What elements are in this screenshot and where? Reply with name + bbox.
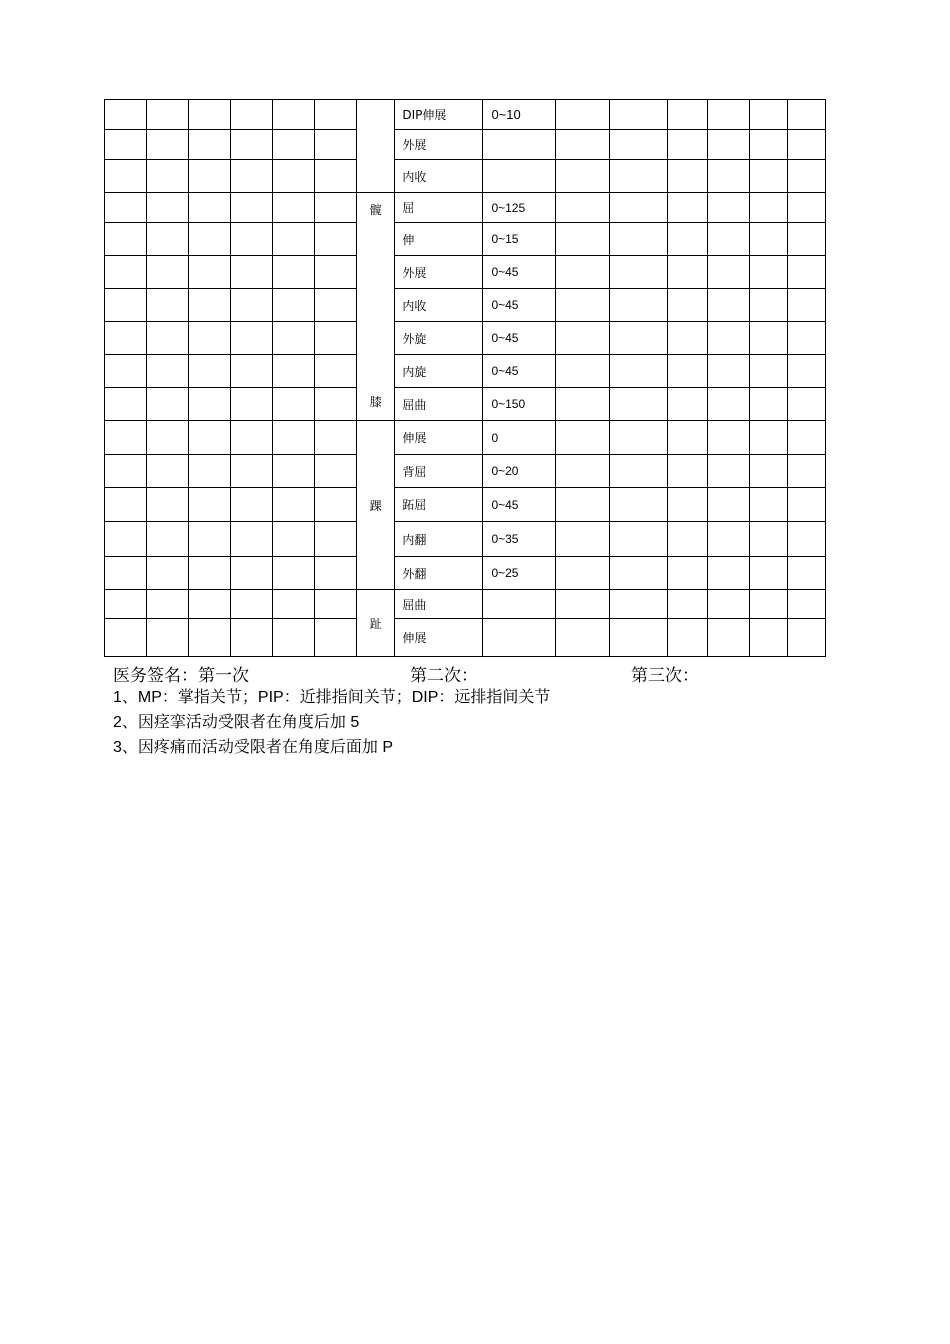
motion-cell: 背屈	[395, 455, 483, 488]
blank-cell	[315, 223, 357, 256]
blank-cell	[231, 322, 273, 355]
blank-cell	[147, 289, 189, 322]
blank-cell	[189, 322, 231, 355]
motion-cell: 屈曲	[395, 590, 483, 619]
measurement-cell	[555, 355, 609, 388]
blank-cell	[273, 557, 315, 590]
normal-range-cell: 0~15	[483, 223, 555, 256]
blank-cell	[105, 100, 147, 130]
blank-cell	[273, 160, 315, 193]
blank-cell	[273, 130, 315, 160]
measurement-cell	[749, 355, 787, 388]
measurement-cell	[787, 256, 825, 289]
measurement-cell	[667, 322, 707, 355]
measurement-cell	[667, 100, 707, 130]
measurement-cell	[609, 557, 667, 590]
blank-cell	[315, 522, 357, 557]
blank-cell	[231, 488, 273, 522]
blank-cell	[315, 590, 357, 619]
normal-range-cell	[483, 160, 555, 193]
measurement-cell	[609, 619, 667, 657]
measurement-cell	[707, 421, 749, 455]
measurement-cell	[749, 557, 787, 590]
blank-cell	[231, 160, 273, 193]
measurement-cell	[707, 100, 749, 130]
measurement-cell	[555, 455, 609, 488]
blank-cell	[273, 619, 315, 657]
normal-range-cell: 0~45	[483, 289, 555, 322]
motion-cell: 伸展	[395, 421, 483, 455]
blank-cell	[105, 256, 147, 289]
measurement-cell	[749, 590, 787, 619]
measurement-cell	[609, 289, 667, 322]
motion-cell: 伸	[395, 223, 483, 256]
measurement-cell	[707, 223, 749, 256]
blank-cell	[315, 557, 357, 590]
normal-range-cell: 0~45	[483, 256, 555, 289]
motion-cell: 屈曲	[395, 388, 483, 421]
normal-range-cell: 0	[483, 421, 555, 455]
table-row	[105, 256, 826, 289]
joint-label-toe: 趾	[357, 590, 395, 657]
measurement-cell	[707, 488, 749, 522]
measurement-cell	[555, 421, 609, 455]
blank-cell	[273, 100, 315, 130]
blank-cell	[231, 522, 273, 557]
measurement-cell	[787, 193, 825, 223]
signature-second: 第二次：	[410, 666, 478, 686]
blank-cell	[147, 557, 189, 590]
table-row	[105, 289, 826, 322]
normal-range-cell: 0~10	[483, 100, 555, 130]
normal-range-cell: 0~25	[483, 557, 555, 590]
blank-cell	[273, 223, 315, 256]
normal-range-cell	[483, 130, 555, 160]
measurement-cell	[609, 522, 667, 557]
blank-cell	[231, 388, 273, 421]
blank-cell	[189, 590, 231, 619]
blank-cell	[231, 223, 273, 256]
measurement-cell	[667, 590, 707, 619]
blank-cell	[189, 256, 231, 289]
measurement-cell	[555, 223, 609, 256]
measurement-cell	[555, 193, 609, 223]
measurement-cell	[707, 522, 749, 557]
blank-cell	[273, 590, 315, 619]
motion-cell: DIP伸展	[395, 100, 483, 130]
measurement-cell	[609, 421, 667, 455]
blank-cell	[147, 100, 189, 130]
measurement-cell	[787, 421, 825, 455]
measurement-cell	[749, 488, 787, 522]
blank-cell	[105, 557, 147, 590]
measurement-cell	[749, 223, 787, 256]
measurement-cell	[749, 130, 787, 160]
blank-cell	[231, 130, 273, 160]
blank-cell	[105, 289, 147, 322]
blank-cell	[315, 160, 357, 193]
blank-cell	[147, 488, 189, 522]
blank-cell	[147, 388, 189, 421]
table-row	[105, 355, 826, 388]
blank-cell	[147, 193, 189, 223]
blank-cell	[231, 590, 273, 619]
table-row	[105, 590, 826, 619]
measurement-cell	[749, 100, 787, 130]
normal-range-cell: 0~20	[483, 455, 555, 488]
measurement-cell	[787, 223, 825, 256]
measurement-cell	[609, 223, 667, 256]
joint-label-hip: 髋	[369, 203, 382, 217]
measurement-cell	[749, 322, 787, 355]
measurement-cell	[667, 488, 707, 522]
motion-cell: 外旋	[395, 322, 483, 355]
blank-cell	[189, 421, 231, 455]
measurement-cell	[749, 522, 787, 557]
blank-cell	[231, 557, 273, 590]
measurement-cell	[667, 355, 707, 388]
motion-cell: 外展	[395, 130, 483, 160]
measurement-cell	[787, 590, 825, 619]
measurement-cell	[749, 289, 787, 322]
blank-cell	[231, 100, 273, 130]
measurement-cell	[667, 619, 707, 657]
blank-cell	[105, 130, 147, 160]
blank-cell	[105, 522, 147, 557]
measurement-cell	[555, 160, 609, 193]
table-row	[105, 130, 826, 160]
measurement-cell	[555, 256, 609, 289]
measurement-cell	[787, 160, 825, 193]
measurement-cell	[609, 256, 667, 289]
normal-range-cell: 0~35	[483, 522, 555, 557]
blank-cell	[273, 322, 315, 355]
measurement-cell	[609, 160, 667, 193]
blank-cell	[105, 421, 147, 455]
blank-cell	[315, 388, 357, 421]
blank-cell	[315, 455, 357, 488]
blank-cell	[189, 193, 231, 223]
measurement-cell	[749, 160, 787, 193]
blank-cell	[147, 223, 189, 256]
measurement-cell	[609, 322, 667, 355]
table-row	[105, 421, 826, 455]
measurement-cell	[667, 421, 707, 455]
blank-cell	[231, 193, 273, 223]
table-row	[105, 557, 826, 590]
blank-cell	[105, 619, 147, 657]
blank-cell	[105, 590, 147, 619]
measurement-cell	[555, 619, 609, 657]
blank-cell	[273, 355, 315, 388]
blank-cell	[105, 193, 147, 223]
blank-cell	[189, 130, 231, 160]
measurement-cell	[707, 557, 749, 590]
measurement-cell	[749, 256, 787, 289]
blank-cell	[315, 421, 357, 455]
measurement-cell	[555, 488, 609, 522]
measurement-cell	[749, 619, 787, 657]
measurement-cell	[609, 590, 667, 619]
measurement-cell	[787, 488, 825, 522]
blank-cell	[315, 193, 357, 223]
blank-cell	[147, 455, 189, 488]
measurement-cell	[555, 388, 609, 421]
blank-cell	[147, 619, 189, 657]
blank-cell	[231, 355, 273, 388]
note-1: 1、MP：掌指关节；PIP：近排指间关节；DIP：远排指间关节	[113, 689, 551, 706]
blank-cell	[105, 223, 147, 256]
motion-cell: 内收	[395, 160, 483, 193]
blank-cell	[147, 130, 189, 160]
measurement-cell	[609, 193, 667, 223]
measurement-cell	[667, 160, 707, 193]
measurement-cell	[787, 619, 825, 657]
measurement-cell	[667, 388, 707, 421]
motion-cell: 外翻	[395, 557, 483, 590]
blank-cell	[315, 289, 357, 322]
measurement-cell	[749, 388, 787, 421]
signature-first: 医务签名：第一次	[113, 666, 249, 686]
measurement-cell	[787, 522, 825, 557]
motion-cell: 跖屈	[395, 488, 483, 522]
normal-range-cell: 0~45	[483, 355, 555, 388]
measurement-cell	[667, 557, 707, 590]
blank-cell	[105, 388, 147, 421]
normal-range-cell	[483, 590, 555, 619]
normal-range-cell: 0~45	[483, 322, 555, 355]
table-row	[105, 522, 826, 557]
normal-range-cell: 0~45	[483, 488, 555, 522]
measurement-cell	[749, 421, 787, 455]
blank-cell	[105, 322, 147, 355]
blank-cell	[189, 100, 231, 130]
measurement-cell	[667, 130, 707, 160]
measurement-cell	[707, 160, 749, 193]
measurement-cell	[609, 355, 667, 388]
blank-cell	[147, 522, 189, 557]
measurement-cell	[707, 455, 749, 488]
measurement-cell	[707, 289, 749, 322]
measurement-cell	[707, 130, 749, 160]
motion-cell: 内翻	[395, 522, 483, 557]
blank-cell	[273, 388, 315, 421]
measurement-cell	[609, 455, 667, 488]
table-row	[105, 388, 826, 421]
blank-cell	[231, 289, 273, 322]
blank-cell	[273, 193, 315, 223]
measurement-cell	[749, 193, 787, 223]
table-row	[105, 160, 826, 193]
blank-cell	[315, 130, 357, 160]
measurement-cell	[609, 100, 667, 130]
measurement-cell	[787, 355, 825, 388]
blank-cell	[231, 421, 273, 455]
blank-cell	[147, 256, 189, 289]
measurement-cell	[555, 590, 609, 619]
blank-cell	[105, 160, 147, 193]
blank-cell	[315, 488, 357, 522]
table-row	[105, 193, 826, 223]
measurement-cell	[787, 322, 825, 355]
range-of-motion-table	[104, 99, 826, 657]
blank-cell	[273, 455, 315, 488]
blank-cell	[147, 355, 189, 388]
blank-cell	[105, 355, 147, 388]
measurement-cell	[707, 619, 749, 657]
measurement-cell	[707, 193, 749, 223]
blank-cell	[273, 289, 315, 322]
joint-label-empty	[357, 100, 395, 193]
blank-cell	[231, 455, 273, 488]
blank-cell	[147, 322, 189, 355]
blank-cell	[189, 557, 231, 590]
blank-cell	[189, 488, 231, 522]
table-row	[105, 455, 826, 488]
measurement-cell	[707, 590, 749, 619]
measurement-cell	[555, 322, 609, 355]
blank-cell	[105, 455, 147, 488]
normal-range-cell: 0~150	[483, 388, 555, 421]
joint-label-knee: 膝	[369, 395, 382, 409]
blank-cell	[147, 421, 189, 455]
table-row	[105, 619, 826, 657]
note-2: 2、因痉挛活动受限者在角度后加 5	[113, 714, 360, 731]
blank-cell	[315, 619, 357, 657]
measurement-cell	[787, 100, 825, 130]
blank-cell	[273, 522, 315, 557]
measurement-cell	[609, 130, 667, 160]
blank-cell	[105, 488, 147, 522]
blank-cell	[189, 355, 231, 388]
normal-range-cell	[483, 619, 555, 657]
motion-cell: 内旋	[395, 355, 483, 388]
measurement-cell	[707, 256, 749, 289]
blank-cell	[273, 488, 315, 522]
measurement-cell	[787, 130, 825, 160]
measurement-cell	[555, 557, 609, 590]
measurement-cell	[707, 322, 749, 355]
measurement-cell	[787, 388, 825, 421]
table-row	[105, 488, 826, 522]
measurement-cell	[609, 388, 667, 421]
blank-cell	[231, 619, 273, 657]
blank-cell	[315, 100, 357, 130]
measurement-cell	[667, 223, 707, 256]
motion-cell: 外展	[395, 256, 483, 289]
measurement-cell	[749, 455, 787, 488]
measurement-cell	[667, 193, 707, 223]
measurement-cell	[707, 388, 749, 421]
blank-cell	[315, 322, 357, 355]
measurement-cell	[787, 557, 825, 590]
blank-cell	[189, 160, 231, 193]
blank-cell	[273, 421, 315, 455]
measurement-cell	[667, 522, 707, 557]
measurement-cell	[555, 100, 609, 130]
motion-cell: 内收	[395, 289, 483, 322]
joint-label-ankle: 踝	[357, 421, 395, 590]
note-3: 3、因疼痛而活动受限者在角度后面加 P	[113, 739, 394, 756]
motion-cell: 屈	[395, 193, 483, 223]
measurement-cell	[555, 522, 609, 557]
measurement-cell	[787, 455, 825, 488]
blank-cell	[189, 223, 231, 256]
blank-cell	[273, 256, 315, 289]
joint-hip-knee-cell	[357, 193, 395, 421]
blank-cell	[189, 289, 231, 322]
measurement-cell	[667, 289, 707, 322]
measurement-cell	[555, 130, 609, 160]
measurement-cell	[555, 289, 609, 322]
blank-cell	[231, 256, 273, 289]
blank-cell	[147, 590, 189, 619]
signature-third: 第三次：	[631, 666, 699, 686]
table-row	[105, 100, 826, 130]
blank-cell	[147, 160, 189, 193]
blank-cell	[189, 522, 231, 557]
blank-cell	[189, 388, 231, 421]
measurement-cell	[667, 256, 707, 289]
motion-cell: 伸展	[395, 619, 483, 657]
blank-cell	[315, 355, 357, 388]
normal-range-cell: 0~125	[483, 193, 555, 223]
blank-cell	[189, 455, 231, 488]
blank-cell	[315, 256, 357, 289]
table-row	[105, 223, 826, 256]
measurement-cell	[609, 488, 667, 522]
blank-cell	[189, 619, 231, 657]
measurement-cell	[787, 289, 825, 322]
measurement-cell	[667, 455, 707, 488]
measurement-cell	[707, 355, 749, 388]
table-row	[105, 322, 826, 355]
